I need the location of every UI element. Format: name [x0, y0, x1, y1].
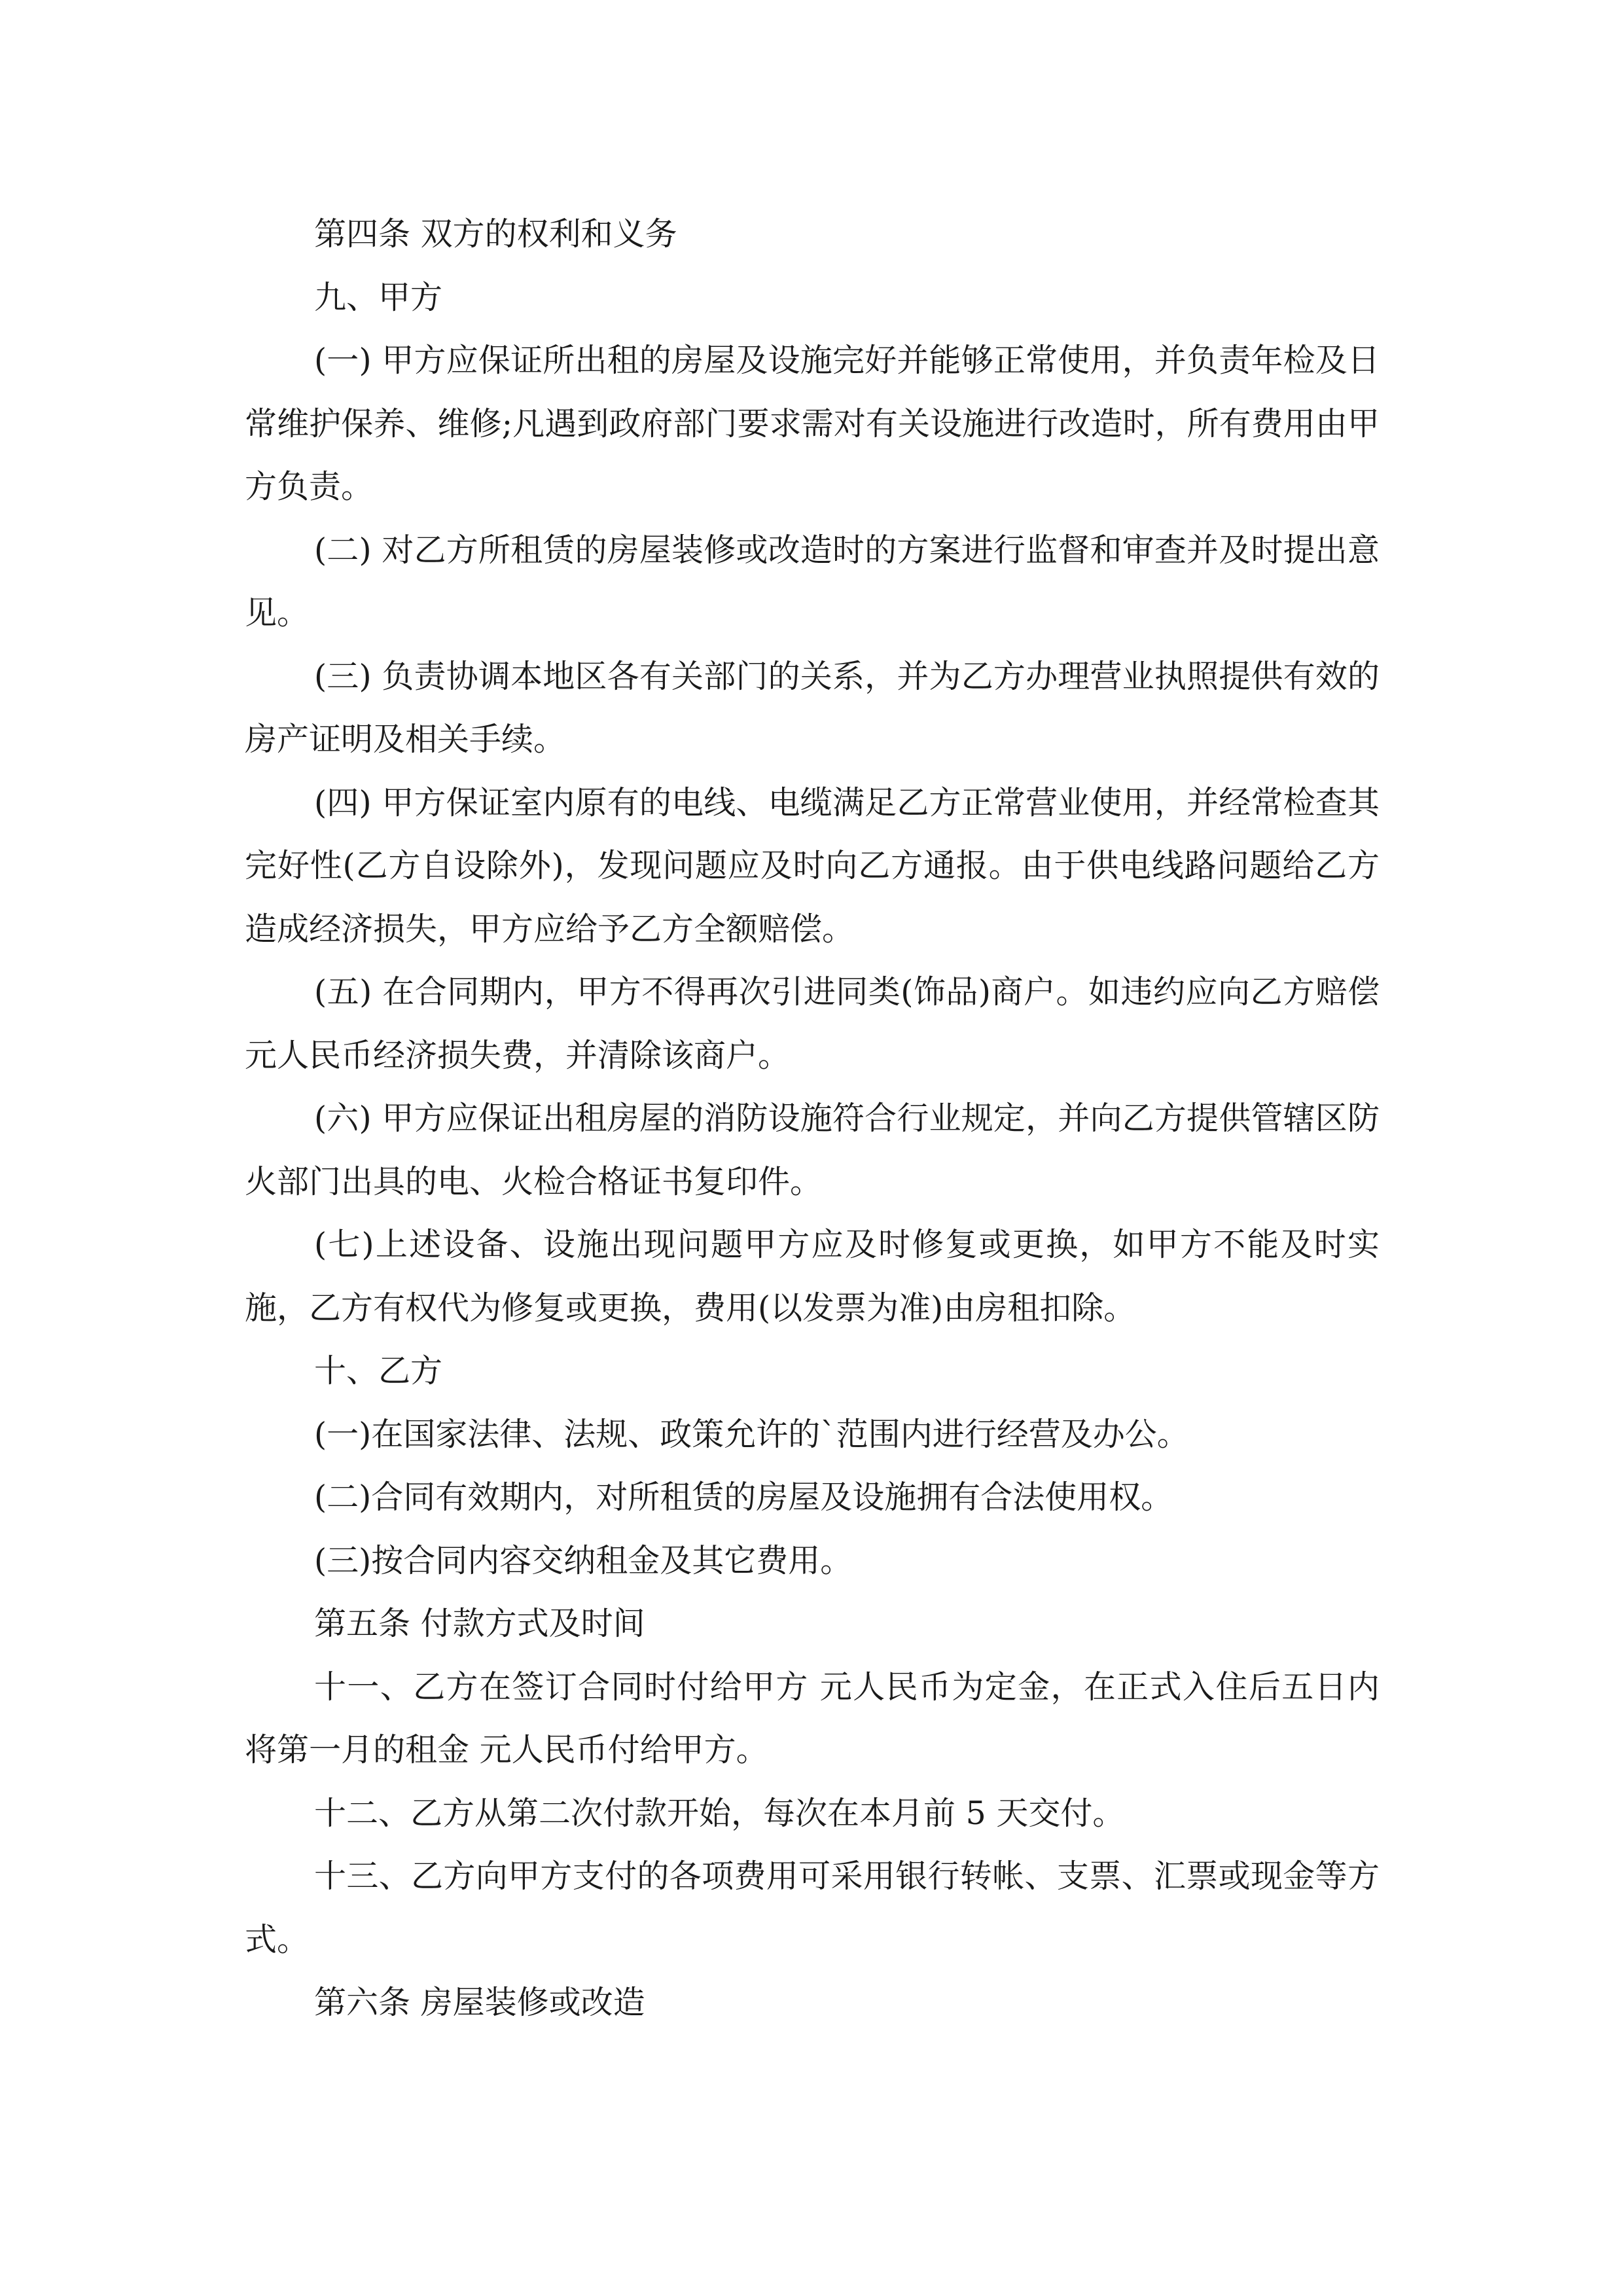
clause-9-6: (六) 甲方应保证出租房屋的消防设施符合行业规定，并向乙方提供管辖区防火部门出具的电、火检合格证书复印件。 [245, 1100, 1380, 1200]
clause-9-1: (一) 甲方应保证所出租的房屋及设施完好并能够正常使用，并负责年检及日常维护保养、维修;凡遇到政府部门要求需对有关设施进行改造时，所有费用由甲方负责。 [245, 342, 1380, 505]
document-body [245, 203, 1380, 2035]
article-6-heading: 第六条 房屋装修或改造 [314, 1984, 645, 2021]
article-4-heading: 第四条 双方的权利和义务 [314, 215, 677, 253]
clause-11: 十一、乙方在签订合同时付给甲方 元人民币为定金，在正式入住后五日内将第一月的租金 元人民币付给甲方。 [245, 1668, 1380, 1768]
clause-10-2: (二)合同有效期内，对所租赁的房屋及设施拥有合法使用权。 [314, 1479, 1173, 1516]
clause-10-3: (三)按合同内容交纳租金及其它费用。 [314, 1541, 853, 1579]
article-5-heading: 第五条 付款方式及时间 [314, 1605, 645, 1642]
section-10-heading: 十、乙方 [314, 1352, 443, 1390]
section-9-heading: 九、甲方 [314, 278, 443, 316]
clause-10-1: (一)在国家法律、法规、政策允许的`范围内进行经营及办公。 [314, 1415, 1189, 1453]
clause-9-4: (四) 甲方保证室内原有的电线、电缆满足乙方正常营业使用，并经常检查其完好性(乙方自设除外)，发现问题应及时向乙方通报。由于供电线路问题给乙方造成经济损失，甲方应给予乙方全额赔偿。 [245, 783, 1380, 948]
clause-9-2: (二) 对乙方所租赁的房屋装修或改造时的方案进行监督和审查并及时提出意见。 [245, 531, 1380, 632]
clause-9-5: (五) 在合同期内，甲方不得再次引进同类(饰品)商户。如违约应向乙方赔偿 元人民币经济损失费，并清除该商户。 [245, 973, 1380, 1074]
clause-13: 十三、乙方向甲方支付的各项费用可采用银行转帐、支票、汇票或现金等方式。 [245, 1857, 1380, 1958]
clause-12: 十二、乙方从第二次付款开始，每次在本月前 5 天交付。 [314, 1794, 1125, 1832]
clause-9-3: (三) 负责协调本地区各有关部门的关系，并为乙方办理营业执照提供有效的房产证明及相关手续。 [245, 657, 1380, 758]
clause-9-7: (七)上述设备、设施出现问题甲方应及时修复或更换，如甲方不能及时实施，乙方有权代为修复或更换，费用(以发票为准)由房租扣除。 [245, 1226, 1380, 1327]
